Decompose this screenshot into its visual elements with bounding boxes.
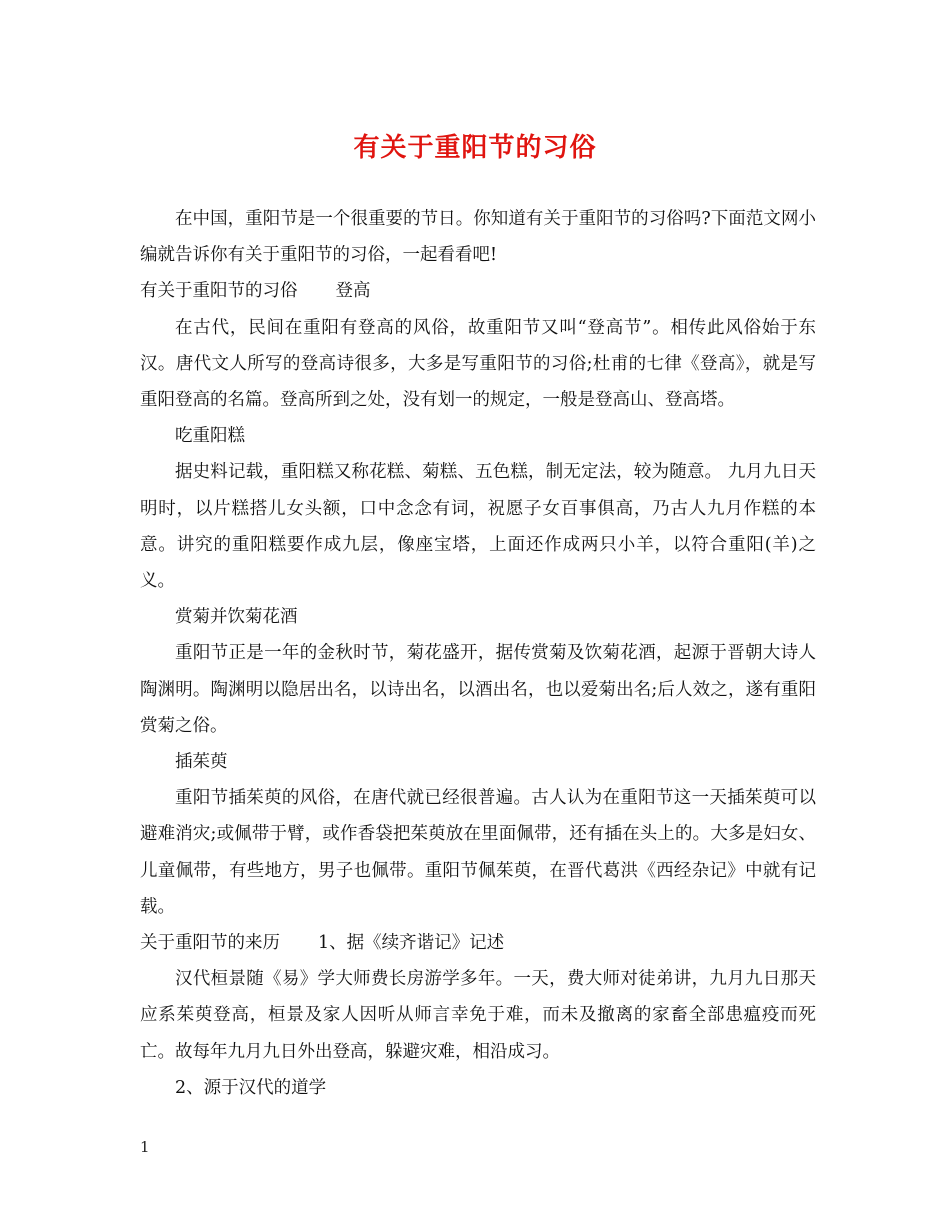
section-heading-label: 有关于重阳节的习俗 (140, 281, 298, 302)
subheading-origin-2: 2、源于汉代的道学 (175, 1077, 327, 1098)
subheading-chrysanthemum: 赏菊并饮菊花酒 (175, 607, 298, 628)
intro-paragraph: 在中国，重阳节是一个很重要的节日。你知道有关于重阳节的习俗吗?下面范文网小编就告诉你有关于重阳节的习俗，一起看看吧! (140, 209, 816, 266)
subheading-chongyang-cake: 吃重阳糕 (175, 426, 245, 447)
section-heading-customs (140, 273, 816, 309)
subheading-climbing: 登高 (335, 281, 371, 302)
document-title: 有关于重阳节的习俗 (353, 133, 597, 163)
section-heading-origin-label: 关于重阳节的来历 (140, 933, 280, 954)
section-heading-origin (140, 925, 816, 961)
paragraph-origin-1: 汉代桓景随《易》学大师费长房游学多年。一天，费大师对徒弟讲，九月九日那天应系茱萸登高，桓景及家人因听从师言幸免于难，而未及撤离的家畜全部患瘟疫而死亡。故每年九月九日外出登高，躲避灾难，相沿成习。 (140, 969, 816, 1062)
page-number: 1 (140, 1138, 150, 1156)
subheading-origin-1: 1、据《续齐谐记》记述 (318, 933, 505, 954)
subheading-zhuyu: 插茱萸 (175, 752, 228, 773)
document-body (140, 201, 816, 1106)
paragraph-chongyang-cake: 据史料记载，重阳糕又称花糕、菊糕、五色糕，制无定法，较为随意。 九月九日天明时，以片糕搭儿女头额，口中念念有词，祝愿子女百事俱高，乃古人九月作糕的本意。讲究的重阳糕要作成九层，像座宝塔，上面还作成两只小羊，以符合重阳(羊)之义。 (140, 462, 816, 592)
paragraph-climbing: 在古代，民间在重阳有登高的风俗，故重阳节又叫“登高节”。相传此风俗始于东汉。唐代文人所写的登高诗很多，大多是写重阳节的习俗;杜甫的七律《登高》，就是写重阳登高的名篇。登高所到之处，没有划一的规定，一般是登高山、登高塔。 (140, 317, 816, 411)
paragraph-chrysanthemum: 重阳节正是一年的金秋时节，菊花盛开，据传赏菊及饮菊花酒，起源于晋朝大诗人陶渊明。陶渊明以隐居出名，以诗出名，以酒出名，也以爱菊出名;后人效之，遂有重阳赏菊之俗。 (140, 643, 816, 736)
paragraph-zhuyu: 重阳节插茱萸的风俗，在唐代就已经很普遍。古人认为在重阳节这一天插茱萸可以避难消灾;或佩带于臂，或作香袋把茱萸放在里面佩带，还有插在头上的。大多是妇女、儿童佩带，有些地方，男子也佩带。重阳节佩茱萸，在晋代葛洪《西经杂记》中就有记载。 (140, 788, 816, 917)
